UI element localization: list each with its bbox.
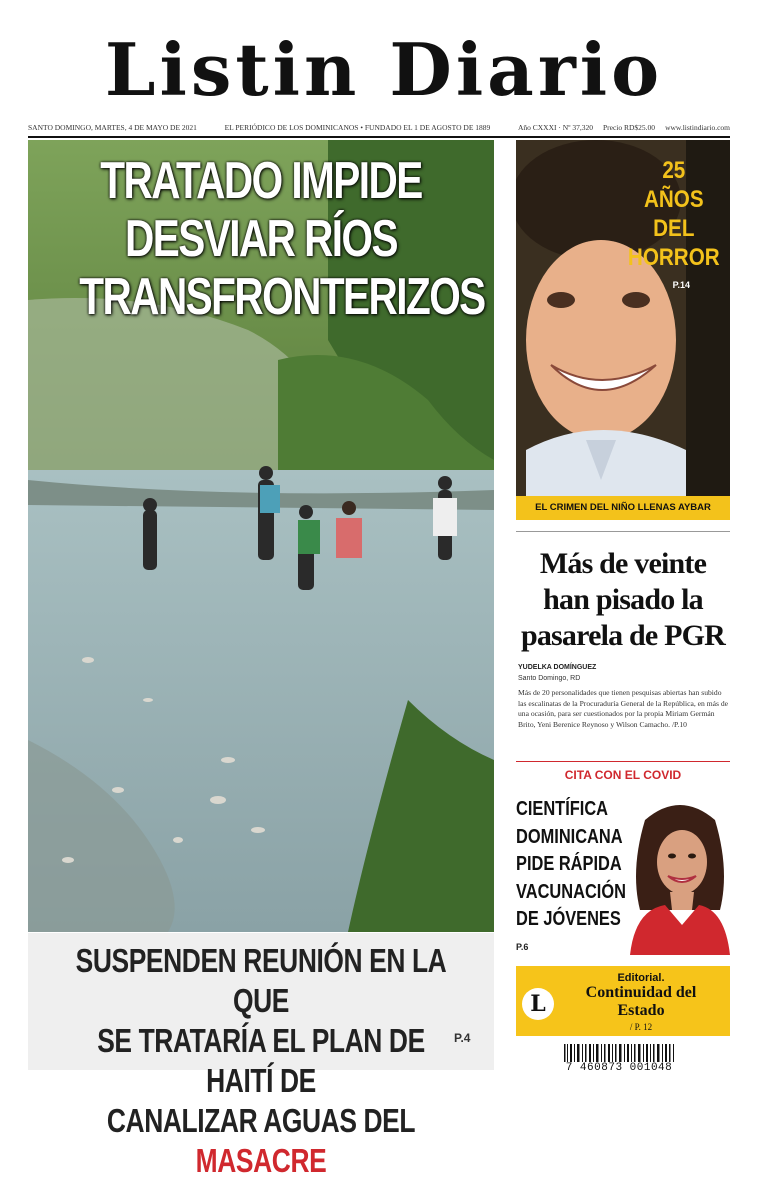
feature-headline [628,156,720,272]
scientist-portrait [630,800,730,955]
lead-headline-line: DESVIAR RÍOS [124,210,398,268]
dateline: SANTO DOMINGO, MARTES, 4 DE MAYO DE 2021 [28,122,197,132]
covid-kicker: CITA CON EL COVID [564,768,682,782]
feature-headline-line: HORROR [628,244,720,271]
feature-headline-line: AÑOS [644,186,704,213]
feature-headline-line: 25 [662,157,686,184]
editorial-box [516,966,730,1036]
feature-page: P.14 [672,280,690,290]
byline: YUDELKA DOMÍNGUEZ [518,664,597,671]
editorial-label: Editorial. [617,972,665,984]
tagline: EL PERIÓDICO DE LOS DOMINICANOS • FUNDADO EL 1 DE AGOSTO DE 1889 [224,122,491,132]
editorial-title-line: Estado [617,1002,665,1019]
pgr-headline-line: Más de veinte [539,547,707,580]
pgr-headline [516,546,730,654]
lead-headline-line: TRANSFRONTERIZOS [79,268,485,326]
info-bar [28,120,730,138]
price: Precio RD$25.00 [602,122,656,132]
covid-headline-line: VACUNACIÓN [516,880,626,903]
headline-line [75,1101,448,1181]
covid-headline-line: DE JÓVENES [516,908,621,930]
edition-info [518,123,730,132]
headline-prefix: CANALIZAR AGUAS DEL [106,1102,416,1139]
divider [516,761,730,762]
second-story-headline [75,941,448,1181]
covid-page: P.6 [516,942,529,952]
page-reference: P.4 [454,1031,471,1045]
listin-logo-icon: L [522,988,554,1020]
editorial-title [556,984,726,1020]
covid-headline-line: PIDE RÁPIDA [516,853,622,875]
editorial-title-line: Continuidad del [585,984,697,1001]
editorial-page: / P. 12 [629,1022,653,1032]
feature-caption: EL CRIMEN DEL NIÑO LLENAS AYBAR [516,496,730,520]
place: Santo Domingo, RD [518,675,581,682]
feature-headline-line: DEL [653,215,695,242]
lead-headline [79,152,485,326]
masthead-title: Listin Diario [104,27,664,112]
covid-headline-line: CIENTÍFICA [516,798,609,820]
headline-highlight: MASACRE [195,1142,327,1179]
second-story [28,933,494,1179]
divider [516,531,730,532]
pgr-body: Más de 20 personalidades que tienen pesquisas abiertas han subido las escalinatas de la Procuraduría General de la República, en más de una ocasión, para ser cuestionados por la propia Miriam Germán Brito, Yeni Berenice Reynoso y Wilson Camacho. /P.10 [518,688,729,729]
website: www.listindiario.com [665,122,730,132]
covid-headline-line: DOMINICANA [516,825,623,848]
edition: Año CXXXI · Nº 37,320 [517,122,593,132]
pgr-headline-line: pasarela de PGR [520,619,726,652]
headline-line: SE TRATARÍA EL PLAN DE HAITÍ DE [97,1022,425,1099]
covid-headline [516,796,639,934]
headline-line: SUSPENDEN REUNIÓN EN LA QUE [75,942,447,1019]
lead-headline-line: TRATADO IMPIDE [100,152,422,210]
pgr-headline-line: han pisado la [543,583,703,616]
barcode-number: 7 460873 001048 [558,1062,680,1074]
feature-photo [516,140,730,520]
